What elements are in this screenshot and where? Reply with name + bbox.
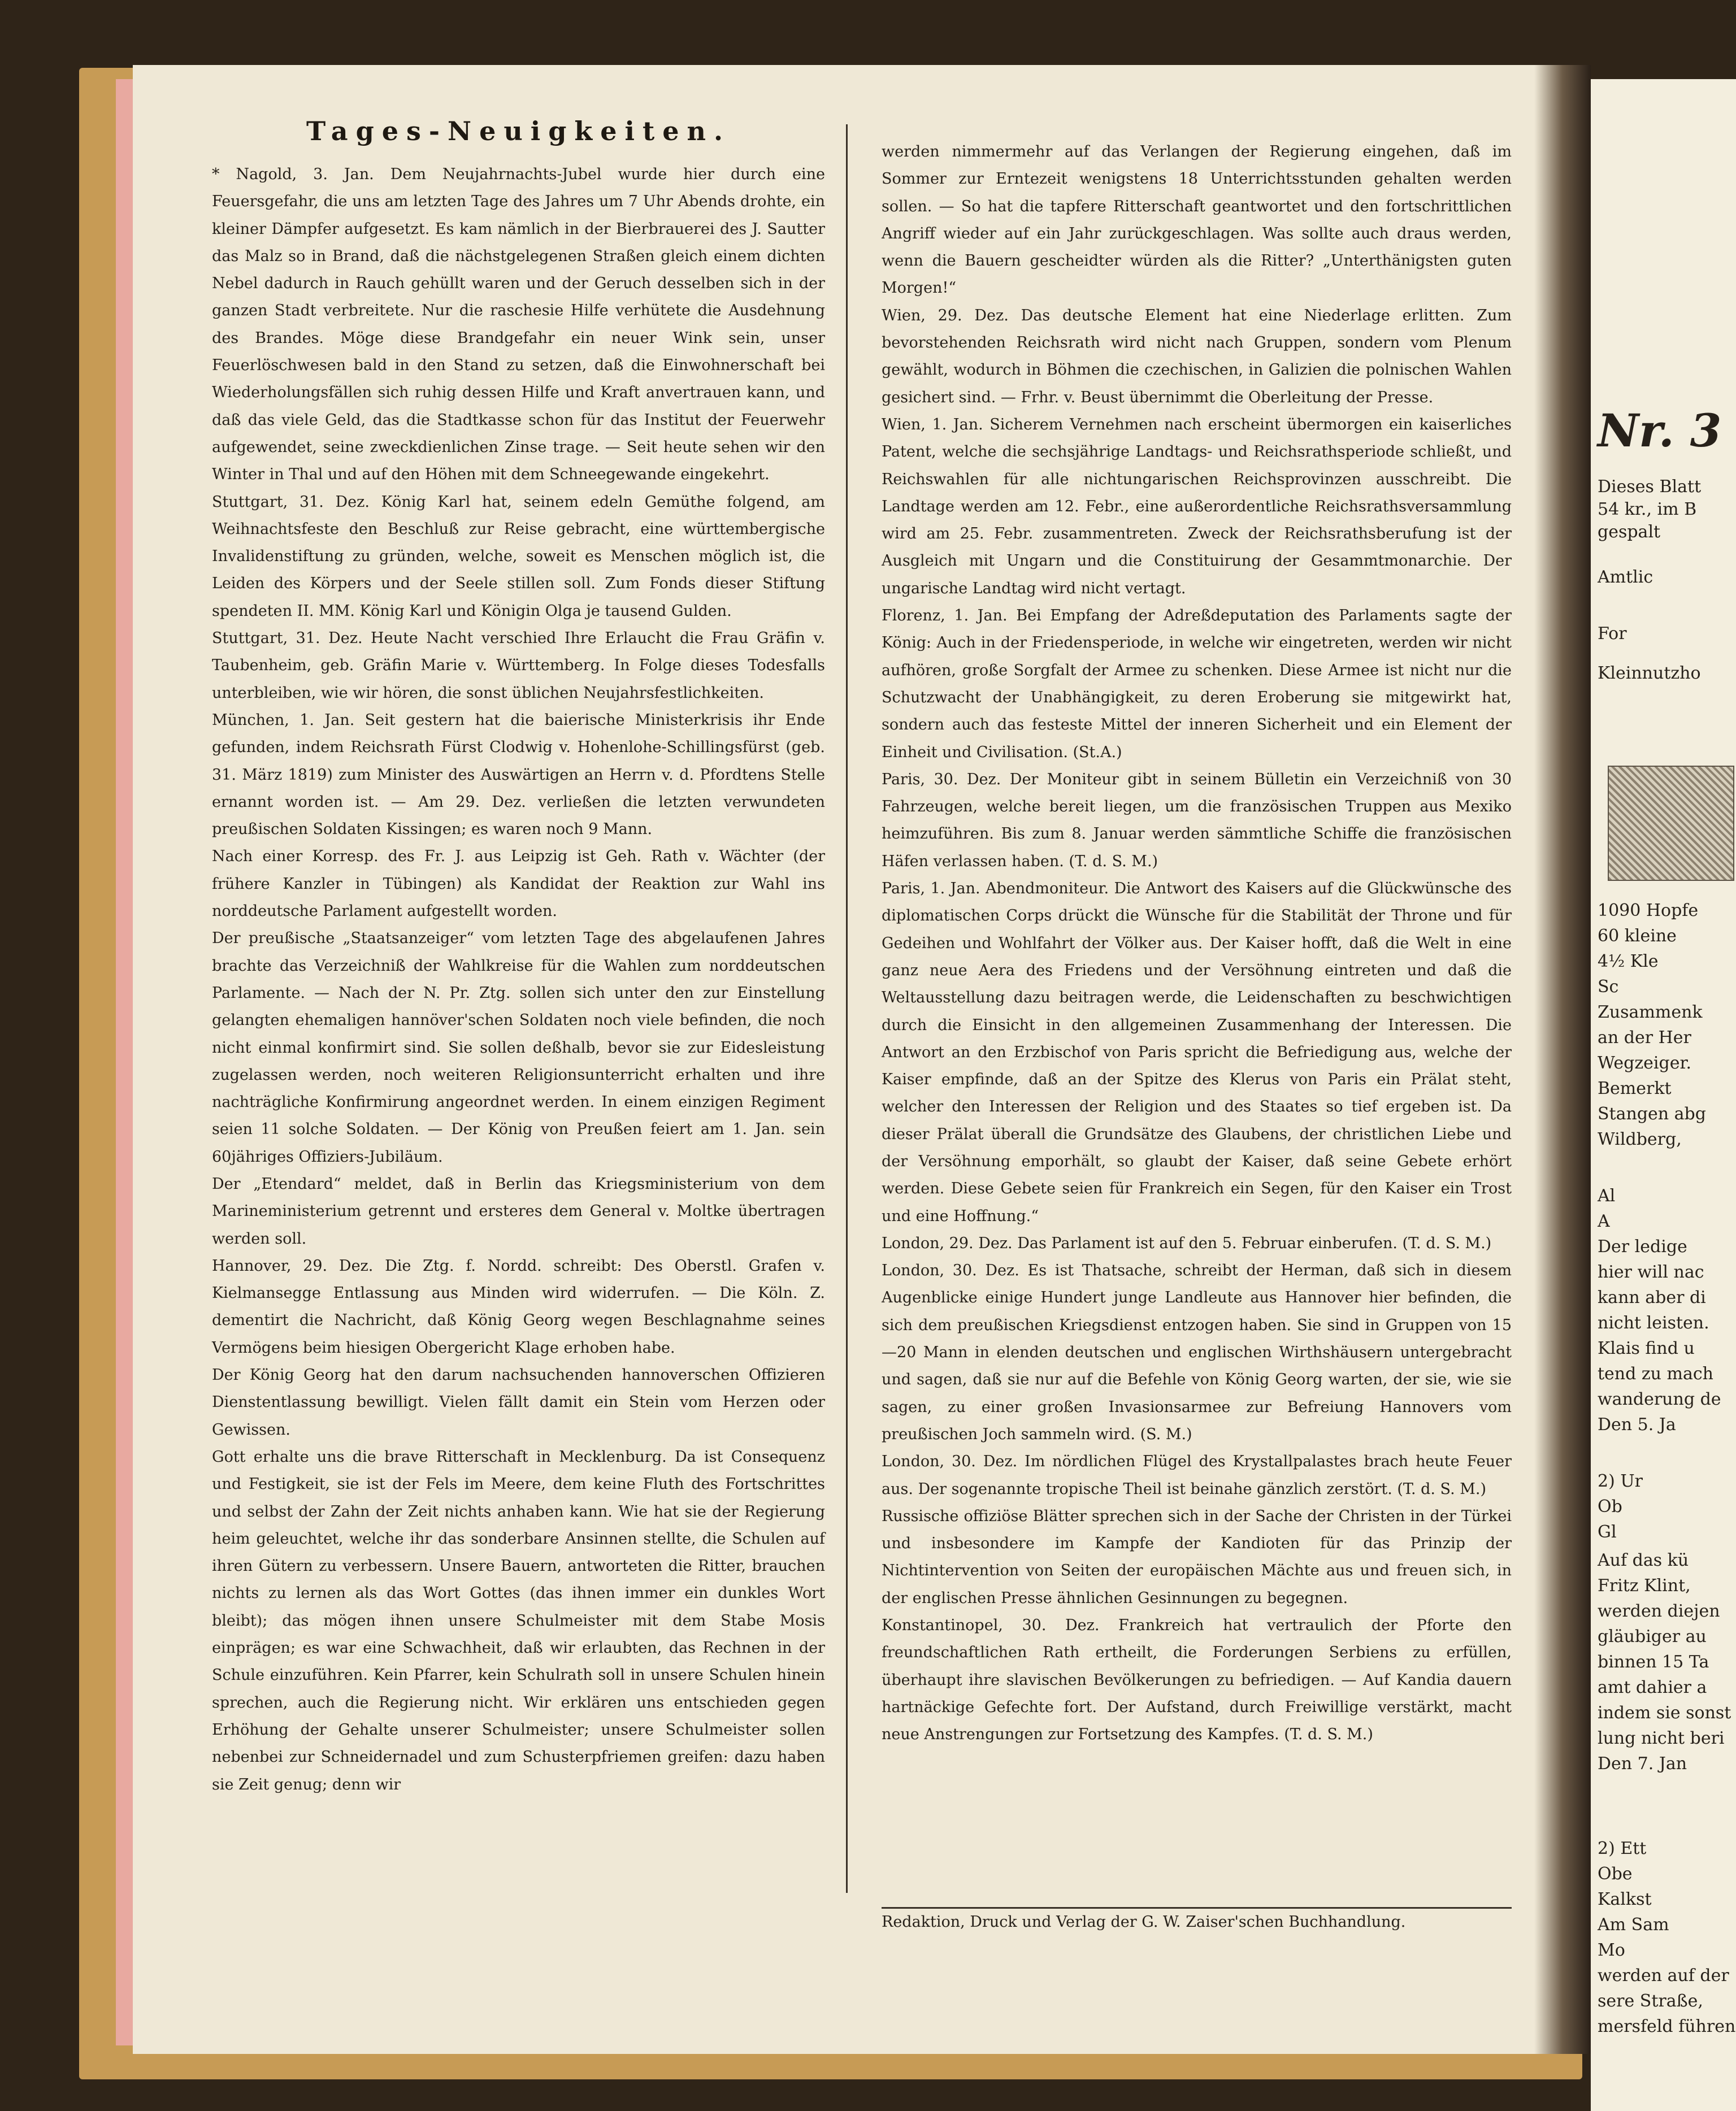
next-page-line: Bemerkt	[1598, 1079, 1672, 1098]
next-page-line: Sc	[1598, 977, 1619, 997]
next-page-line: Der ledige	[1598, 1237, 1687, 1257]
next-page-line: Gl	[1598, 1522, 1617, 1542]
next-page-line: Zusammenk	[1598, 1002, 1703, 1022]
next-page-line: Den 7. Jan	[1598, 1754, 1687, 1774]
article-paragraph: London, 29. Dez. Das Parlament ist auf den 5. Februar einberufen. (T. d. S. M.)	[882, 1234, 1492, 1252]
next-page-fragment	[1591, 79, 1736, 2111]
next-page-line: 2) Ur	[1598, 1471, 1643, 1491]
next-page-line: gespalt	[1598, 522, 1661, 542]
next-page-line: lung nicht beri	[1598, 1728, 1725, 1748]
article-paragraph: Stuttgart, 31. Dez. König Karl hat, seinem edeln Gemüthe folgend, am Weihnachtsfeste den Beschluß zur Reise gebracht, eine württembergische Invalidenstiftung zu gründen, welche, soweit es Menschen möglich ist, die Leiden des Körpers und der Seele stillen soll. Zum Fonds dieser Stiftung spendeten II. MM. König Karl und Königin Olga je tausend Gulden.	[212, 493, 825, 620]
next-page-line: Stangen abg	[1598, 1104, 1706, 1124]
article-paragraph: Der „Etendard“ meldet, daß in Berlin das Kriegsministerium von dem Marineministerium getrennt und ersteres dem General v. Moltke übertragen werden soll.	[212, 1175, 825, 1248]
next-page-line: Al	[1598, 1186, 1616, 1206]
next-page-line: werden auf der	[1598, 1966, 1729, 1986]
next-page-text	[1591, 79, 1736, 2111]
article-paragraph: Stuttgart, 31. Dez. Heute Nacht verschied Ihre Erlaucht die Frau Gräfin v. Taubenheim, geb. Gräfin Marie v. Württemberg. In Folge dieses Todesfalls unterbleiben, wie wir hören, die sonst üblichen Neujahrsfestlichkeiten.	[212, 629, 825, 702]
article-paragraph: London, 30. Dez. Im nördlichen Flügel des Krystallpalastes brach heute Feuer aus. Der sogenannte tropische Theil ist beinahe gänzlich zerstört. (T. d. S. M.)	[882, 1453, 1512, 1498]
next-page-line: binnen 15 Ta	[1598, 1652, 1709, 1672]
next-page-line: werden diejen	[1598, 1601, 1720, 1621]
next-page-line: Kleinnutzho	[1598, 663, 1701, 683]
next-page-line: 54 kr., im B	[1598, 499, 1697, 519]
book-gutter	[1534, 65, 1591, 2054]
next-page-line: A	[1598, 1211, 1610, 1231]
next-page-line: Wildberg,	[1598, 1130, 1682, 1149]
next-page-line: Am Sam	[1598, 1915, 1669, 1935]
next-page-line: amt dahier a	[1598, 1678, 1707, 1697]
article-paragraph: Florenz, 1. Jan. Bei Empfang der Adreßdeputation des Parlaments sagte der König: Auch in der Friedensperiode, in welche wir eingetreten, werden wir nicht aufhören, große Sorgfalt der Armee zu schenken. Diese Armee ist nicht nur die Schutzwacht der Unabhängigkeit, zu deren Eroberung sie mitgewirkt hat, sondern auch das festeste Mittel der inneren Sicherheit und ein Element der Einheit und Civilisation. (St.A.)	[882, 607, 1512, 761]
article-paragraph: Hannover, 29. Dez. Die Ztg. f. Nordd. schreibt: Des Oberstl. Grafen v. Kielmansegge Entlassung aus Minden wird widerrufen. — Die Köln. Z. dementirt die Nachricht, daß König Georg wegen Beschlagnahme seines Vermögens beim hiesigen Obergericht Klage erhoben habe.	[212, 1257, 825, 1357]
article-paragraph: Nach einer Korresp. des Fr. J. aus Leipzig ist Geh. Rath v. Wächter (der frühere Kanzler in Tübingen) als Kandidat der Reaktion zur Wahl ins norddeutsche Parlament aufgestellt worden.	[212, 848, 825, 920]
article-paragraph: * Nagold, 3. Jan. Dem Neujahrnachts-Jubel wurde hier durch eine Feuersgefahr, die uns am letzten Tage des Jahres um 7 Uhr Abends drohte, ein kleiner Dämpfer aufgesetzt. Es kam nämlich in der Bierbrauerei des J. Sautter das Malz so in Brand, daß die nächstgelegenen Straßen gleich einem dichten Nebel dadurch in Rauch gehüllt waren und der Geruch desselben sich in der ganzen Stadt verbreitete. Nur die raschesie Hilfe verhütete die Ausdehnung des Brandes. Möge diese Brandgefahr ein neuer Wink sein, unser Feuerlöschwesen bald in den Stand zu setzen, daß die Einwohnerschaft bei Wiederholungsfällen sich ruhig dessen Hilfe und Kraft anvertrauen kann, und daß das viele Geld, das die Stadtkasse schon für das Institut der Feuerwehr aufgewendet, seine zweckdienlichen Zinse trage. — Seit heute sehen wir den Winter in Thal und auf den Höhen mit dem Schneegewande eingekehrt.	[212, 166, 825, 484]
article-paragraph: Gott erhalte uns die brave Ritterschaft in Mecklenburg. Da ist Consequenz und Festigkeit, sie ist der Fels im Meere, dem keine Fluth des Fortschrittes und selbst der Zahn der Zeit nichts anhaben kann. Wie hat sie der Regierung heim geleuchtet, welche ihr das sonderbare Ansinnen stellte, die Schulen auf ihren Gütern zu verbessern. Unsere Bauern, antworteten die Ritter, brauchen nichts zu lernen als das Wort Gottes (das ihnen immer ein dunkles Wort bleibt); das mögen ihnen unsere Schulmeister mit dem Stabe Mosis einprägen; es war eine Schwachheit, daß wir erlaubten, das Rechnen in der Schule einzuführen. Kein Pfarrer, kein Schulrath soll in unsere Schulen hinein sprechen, auch die Regierung nicht. Wir erklären uns entschieden gegen Erhöhung der Gehalte unserer Schulmeister; unsere Schulmeister sollen nebenbei zur Schneidernadel und zum Schusterpfriemen greifen: dazu haben sie Zeit genug; denn wir	[212, 1448, 825, 1793]
next-page-line: indem sie sonst	[1598, 1703, 1731, 1723]
next-page-line: an der Her	[1598, 1028, 1691, 1048]
next-page-line: Klais find u	[1598, 1339, 1695, 1358]
article-paragraph: Paris, 1. Jan. Abendmoniteur. Die Antwort des Kaisers auf die Glückwünsche des diplomatischen Corps drückt die Wünsche für die Stabilität der Throne und für Gedeihen und Wohlfahrt der Völker aus. Der Kaiser hofft, daß die Welt in eine ganz neue Aera des Friedens und der Versöhnung eintreten und daß die Weltausstellung dazu beitragen werde, die Leidenschaften zu beschwichtigen durch die Einsicht in den allgemeinen Zusammenhang der Interessen. Die Antwort an den Erzbischof von Paris spricht die Befriedigung aus, welche der Kaiser empfinde, daß an der Spitze des Klerus von Paris ein Prälat steht, welcher den Interessen der Religion und des Staates so tief ergeben ist. Da dieser Prälat überall die Grundsätze des Glaubens, der christlichen Liebe und der Versöhnung emporhält, so glaubt der Kaiser, daß seine Gebete erhört werden. Diese Gebete seien für Frankreich ein Segen, für den Kaiser ein Trost und eine Hoffnung.“	[882, 880, 1512, 1225]
column-divider	[846, 124, 848, 1893]
next-page-line: Auf das kü	[1598, 1550, 1689, 1570]
next-page-line: Den 5. Ja	[1598, 1415, 1676, 1435]
next-page-line: 1090 Hopfe	[1598, 901, 1699, 920]
article-paragraph: Wien, 1. Jan. Sicherem Vernehmen nach erscheint übermorgen ein kaiserliches Patent, welche die sechsjährige Landtags- und Reichsrathsperiode schließt, und Reichswahlen für alle nichtungarischen Reichsprovinzen ausschreibt. Die Landtage werden am 12. Febr., eine außerordentliche Reichsrathsversammlung wird am 25. Febr. zusammentreten. Zweck der Reichsrathsberufung ist der Ausgleich mit Ungarn und die Constituirung der Gesammtmonarchie. Der ungarische Landtag wird nicht vertagt.	[882, 415, 1512, 597]
article-paragraph: Konstantinopel, 30. Dez. Frankreich hat vertraulich der Pforte den freundschaftlichen Rath ertheilt, die Forderungen Serbiens zu erfüllen, überhaupt ihre slavischen Bevölkerungen zu befriedigen. — Auf Kandia dauern hartnäckige Gefechte fort. Der Aufstand, durch Freiwillige verstärkt, macht neue Anstrengungen zur Fortsetzung des Kampfes. (T. d. S. M.)	[882, 1617, 1512, 1744]
next-page-line: Nr. 3	[1598, 404, 1722, 457]
next-page-line: mersfeld führen	[1598, 2017, 1736, 2036]
next-page-line: hier will nac	[1598, 1262, 1704, 1282]
section-heading: Tages-Neuigkeiten.	[306, 116, 731, 146]
colophon: Redaktion, Druck und Verlag der G. W. Zaiser'schen Buchhandlung.	[882, 1907, 1512, 1931]
next-page-line: Obe	[1598, 1864, 1633, 1884]
next-page-line: Amtlic	[1598, 567, 1653, 587]
next-page-line: kann aber di	[1598, 1288, 1706, 1308]
left-article-column	[212, 161, 825, 1799]
next-page-line: Kalkst	[1598, 1890, 1652, 1909]
article-paragraph: Der König Georg hat den darum nachsuchenden hannoverschen Offizieren Dienstentlassung bewilligt. Vielen fällt damit ein Stein vom Herzen oder Gewissen.	[212, 1366, 825, 1439]
article-paragraph: werden nimmermehr auf das Verlangen der Regierung eingehen, daß im Sommer zur Erntezeit wenigstens 18 Unterrichtsstunden gehalten werden sollen. — So hat die tapfere Ritterschaft geantwortet und den fortschrittlichen Angriff wieder auf ein Jahr zurückgeschlagen. Was sollte auch draus werden, wenn die Bauern gescheidter würden als die Ritter? „Unterthänigsten guten Morgen!“	[882, 143, 1512, 297]
next-page-line: tend zu mach	[1598, 1364, 1713, 1384]
next-page-line: Ob	[1598, 1497, 1622, 1517]
next-page-line: gläubiger au	[1598, 1627, 1707, 1647]
article-paragraph: München, 1. Jan. Seit gestern hat die baierische Ministerkrisis ihr Ende gefunden, indem Reichsrath Fürst Clodwig v. Hohenlohe-Schillingsfürst (geb. 31. März 1819) zum Minister des Auswärtigen an Herrn v. d. Pfordtens Stelle ernannt worden ist. — Am 29. Dez. verließen die letzten verwundeten preußischen Soldaten Kissingen; es waren noch 9 Mann.	[212, 711, 825, 839]
article-paragraph: Wien, 29. Dez. Das deutsche Element hat eine Niederlage erlitten. Zum bevorstehenden Reichsrath wird nicht nach Gruppen, sondern vom Plenum gewählt, wodurch in Böhmen die czechischen, in Galizien die polnischen Wahlen gesichert sind. — Frhr. v. Beust übernimmt die Oberleitung der Presse.	[882, 306, 1512, 406]
article-paragraph: London, 30. Dez. Es ist Thatsache, schreibt der Herman, daß sich in diesem Augenblicke einige Hundert junge Landleute aus Hannover hier befinden, die sich dem preußischen Kriegsdienst entzogen haben. Sie sind in Gruppen von 15—20 Mann in elenden deutschen und englischen Wirthshäusern untergebracht und sagen, daß sie nur auf die Befehle von König Georg warten, der sie, wie sie sagen, zu einer großen Invasionsarmee zur Befreiung Hannovers vom preußischen Joch sammeln wird. (S. M.)	[882, 1262, 1512, 1443]
next-page-line: 60 kleine	[1598, 926, 1677, 946]
next-page-line: Mo	[1598, 1940, 1625, 1960]
next-page-line: wanderung de	[1598, 1389, 1721, 1409]
next-page-line: nicht leisten.	[1598, 1313, 1709, 1333]
article-paragraph: Der preußische „Staatsanzeiger“ vom letzten Tage des abgelaufenen Jahres brachte das Verzeichniß der Wahlkreise für die Wahlen zum norddeutschen Parlamente. — Nach der N. Pr. Ztg. sollen sich unter den zur Einstellung gelangten ehemaligen hannöver'schen Soldaten noch viele befinden, die noch nicht einmal konfirmirt sind. Sie sollen deßhalb, bevor sie zur Eidesleistung zugelassen werden, noch weiteren Religionsunterricht erhalten und ihre nachträgliche Konfirmirung angeordnet werden. In einem einzigen Regiment seien 11 solche Soldaten. — Der König von Preußen feiert am 1. Jan. sein 60jähriges Offiziers-Jubiläum.	[212, 929, 825, 1166]
next-page-line: For	[1598, 624, 1627, 644]
next-page-line: Dieses Blatt	[1598, 477, 1702, 497]
next-page-line: 4½ Kle	[1598, 952, 1659, 971]
next-page-line: Fritz Klint,	[1598, 1576, 1691, 1596]
next-page-line: 2) Ett	[1598, 1839, 1647, 1858]
next-page-line: sere Straße,	[1598, 1991, 1703, 2011]
right-article-column	[882, 138, 1512, 1749]
article-paragraph: Russische offiziöse Blätter sprechen sich in der Sache der Christen in der Türkei und insbesondere im Kampfe der Kandioten für das Prinzip der Nichtintervention von Seiten der europäischen Mächte aus und freuen sich, in der englischen Presse ähnlichen Gesinnungen zu begegnen.	[882, 1507, 1512, 1607]
page-edge-strip	[116, 79, 133, 2045]
article-paragraph: Paris, 30. Dez. Der Moniteur gibt in seinem Bülletin ein Verzeichniß von 30 Fahrzeugen, welche bereit liegen, um die französischen Truppen aus Mexiko heimzuführen. Bis zum 8. Januar werden sämmtliche Schiffe die französischen Häfen verlassen haben. (T. d. S. M.)	[882, 770, 1512, 870]
next-page-line: Wegzeiger.	[1598, 1053, 1692, 1073]
